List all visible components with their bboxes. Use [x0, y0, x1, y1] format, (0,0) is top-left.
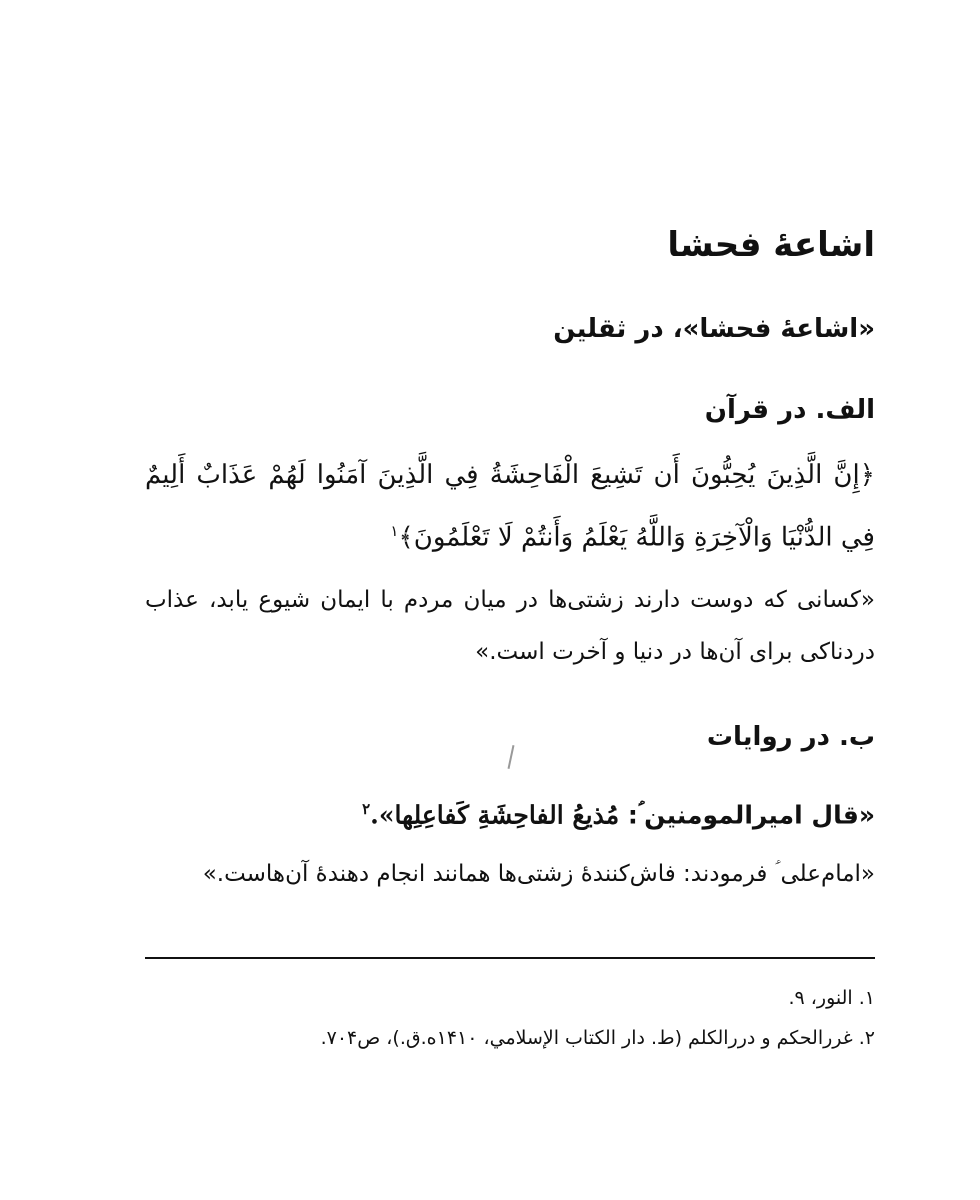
footnotes: [145, 978, 875, 1058]
hadith-text: مُذيعُ الفاحِشَةِ كَفاعِلِها».: [370, 799, 620, 829]
footnote-ref-1: ۱: [390, 522, 399, 540]
quran-verse-text: ﴿إِنَّ الَّذِينَ يُحِبُّونَ أَن تَشِيعَ الْفَاحِشَةُ فِي الَّذِينَ آمَنُوا لَهُمْ عَذَابٌ أَلِيمٌ فِي الدُّنْيَا وَالْآخِرَةِ وَاللَّهُ يَعْلَمُ وَأَنتُمْ لَا تَعْلَمُونَ﴾: [145, 460, 875, 553]
chapter-subtitle: «اشاعۀ فحشا»، در ثقلین: [553, 314, 875, 344]
footnote-divider: [145, 957, 875, 959]
footnote-1: ۱. النور، ۹.: [788, 987, 875, 1009]
section-heading-quran: الف. در قرآن: [704, 395, 875, 425]
footnote-2: ۲. غررالحکم و دررالکلم (ط. دار الکتاب الإسلامي، ۱۴۱۰ه.ق.)، ص۷۰۴.: [320, 1027, 875, 1049]
hadith-translation: «امام‌علی ؑ فرمودند: فاش‌کنندۀ زشتی‌ها همانند انجام دهندۀ آن‌هاست.»: [202, 860, 875, 887]
page-title: اشاعۀ فحشا: [667, 225, 875, 265]
section-heading-hadith: ب. در روایات: [706, 721, 875, 752]
hadith-quote: [145, 784, 875, 840]
quran-translation: «کسانی که دوست دارند زشتی‌ها در میان مردم با ایمان شیوع یابد، عذاب دردناکی برای آن‌ها در دنیا و آخرت است.»: [145, 586, 875, 665]
footnote-ref-2: ۲: [362, 799, 371, 818]
page-content: [145, 205, 875, 900]
quran-verse: [145, 447, 875, 566]
hadith-lead: «قال امیرالمومنین ؑ:: [627, 799, 875, 829]
